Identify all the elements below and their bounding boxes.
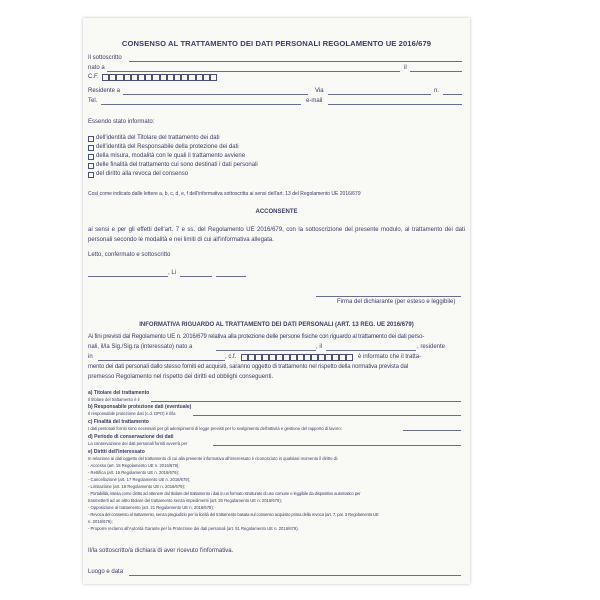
document-title: CONSENSO AL TRATTAMENTO DEI DATI PERSONALI REGOLAMENTO UE 2016/679: [121, 39, 432, 48]
checkbox-finalita[interactable]: [88, 163, 94, 169]
intro-line: , residente: [417, 344, 446, 350]
label-numero: n.: [434, 88, 440, 94]
rights-item: - Cancellazione (art. 17 Regolamento UE n. 2016/679);: [88, 477, 191, 482]
signature-caption: Firma del dichiarante (per esteso e leggibile): [337, 299, 456, 305]
intro-line: , c.f.: [225, 354, 237, 360]
email-field[interactable]: [328, 104, 462, 105]
rights-item: n. 2016/679);: [88, 519, 113, 524]
date-field[interactable]: [180, 276, 212, 277]
date-field-year[interactable]: [216, 276, 246, 277]
intro-line: in: [88, 354, 93, 360]
interessato-birthplace-field[interactable]: [216, 350, 316, 351]
signature-line[interactable]: [316, 296, 461, 297]
conservazione-field[interactable]: [213, 445, 461, 446]
document-page: [83, 18, 470, 584]
section-title: e) Diritti dell'interessato: [88, 449, 145, 455]
phone-field[interactable]: [101, 104, 301, 105]
rights-item: - Revoca del consenso al trattamento, senza pregiudizio per la liceità del trattamento basata sul consenso acquisito prima della revoca (art. 7, par. 3 Regolamento UE: [88, 512, 379, 517]
consent-heading: ACCONSENTE: [255, 209, 298, 215]
rights-item: - Limitazione (art. 18 Regolamento UE n. 2016/679);: [88, 484, 186, 489]
place-date-field[interactable]: [129, 575, 461, 576]
label-tel: Tel.: [88, 98, 98, 104]
birthdate-field[interactable]: [410, 71, 462, 72]
label-nato-a: nato a: [88, 65, 105, 71]
checklist-item: delle finalità del trattamento cui sono destinati i dati personali: [96, 162, 258, 168]
rights-item: - Accesso (art. 15 Regolamento UE n. 2016/679);: [88, 463, 180, 468]
checklist-item: della misura, modalità con le quali il trattamento avviene: [96, 153, 246, 159]
street-field[interactable]: [328, 94, 431, 95]
rights-item: - Rettifica (art. 16 Regolamento UE n. 2016/679);: [88, 470, 180, 475]
section-title: c) Finalità del trattamento: [88, 419, 149, 425]
label-cf: C.F.: [88, 74, 99, 80]
intro-line: premesso Regolamento nel rispetto dei diritti ed obblighi conseguenti.: [88, 374, 274, 380]
street-number-field[interactable]: [443, 94, 462, 95]
checkbox-responsabile[interactable]: [88, 145, 94, 151]
section-body: Il responsabile protezione dati (c.d. DPO) è il/la: [88, 411, 176, 416]
intro-line: è informato che il tratta-: [358, 354, 422, 360]
intro-line: Ai fini previsti dal Regolamento UE n. 2016/679 relativa alla protezione delle persone fisiche con riguardo al trattamento dei dati perso-: [88, 334, 425, 340]
section-title: d) Periodo di conservazione dei dati: [88, 434, 174, 440]
label-place-date: Luogo e data: [88, 569, 124, 575]
confirmed-text: Letto, confermato e sottoscritto: [88, 252, 171, 258]
informed-heading: Essendo stato informato:: [88, 119, 155, 125]
receipt-statement: Il/la sottoscritto/a dichiara di aver ricevuto l'informativa.: [88, 548, 234, 554]
checkbox-modalita[interactable]: [88, 154, 94, 160]
label-li: , Li: [168, 270, 177, 276]
rights-item: - Portabilità, intesa come diritto ad ottenere dal titolare del trattamento i dati in un formato strutturato di uso comune e leggibile da dispositivo automatico per: [88, 491, 361, 496]
checklist-item: dell'identità del Responsabile della protezione dei dati: [96, 144, 239, 150]
interessato-birthdate-field[interactable]: [326, 350, 416, 351]
label-via: Via: [315, 88, 324, 94]
label-residente: Residente a: [88, 88, 121, 94]
section-body: La conservazione dei dati personali forniti avverrà per: [88, 441, 188, 446]
finalita-field[interactable]: [403, 430, 461, 431]
intro-line: mento dei dati personali dallo stesso forniti ed acquisiti, saranno oggetto di trattamento nel rispetto della normativa prevista dal: [88, 364, 409, 370]
rights-item: - Opposizione al trattamento (art. 21 Regolamento UE n. 2016/679);: [88, 505, 214, 510]
checklist-item: dell'identità del Titolare del trattamento dei dati: [96, 135, 220, 141]
birthplace-field[interactable]: [107, 71, 400, 72]
consent-text: ai sensi e per gli effetti dell'art. 7 e ss. del Regolamento UE 2016/679, con la sottoscrizione del presente modulo, al trattamento dei dati personali secondo le modalità e nei limiti di cui all'informativa allegata.: [88, 227, 465, 243]
checklist-item: del diritto alla revoca del consenso: [96, 171, 189, 177]
rights-item: trasmetterli ad un altro titolare del trattamento senza impedimenti (art. 20 Regolamento UE n. 2016/679);: [88, 498, 282, 503]
label-sottoscritto: Il sottoscritto: [88, 55, 122, 61]
label-email: e-mail: [306, 98, 323, 104]
section-body: Il titolare del trattamento è il: [88, 397, 140, 402]
informativa-heading: INFORMATIVA RIGUARDO AL TRATTAMENTO DEI DATI PERSONALI (ART. 13 REG. UE 2016/679): [139, 322, 414, 328]
titolare-field[interactable]: [151, 401, 461, 402]
intro-line: nali, il/la Sig./Sig.ra (interessato) nato a: [88, 344, 193, 350]
section-title: a) Titolare del trattamento: [88, 390, 150, 396]
residence-field[interactable]: [123, 94, 308, 95]
checkbox-revoca[interactable]: [88, 172, 94, 178]
section-title: b) Responsabile protezione dati (eventuale): [88, 404, 192, 410]
informativa-reference: Così come indicato dalle lettere a, b, c, d, e, f dell'informativa sottoscritta ai sensi dell'art. 13 del Regolamento UE 2016/679: [88, 191, 361, 197]
intro-line: , il: [316, 344, 322, 350]
rights-item: - Proporre reclamo all'Autorità Garante per la Protezione dei dati personali (art. 51 Regolamento UE n. 2016/679).: [88, 526, 299, 531]
section-body: I dati personali forniti sono necessari per gli adempimenti di legge previsti per lo svolgimento dell'attività e gestione del rapporto di lavoro:: [88, 426, 342, 431]
sottoscritto-field[interactable]: [129, 61, 462, 62]
place-field[interactable]: [88, 276, 168, 277]
label-il: il: [404, 65, 407, 71]
section-body: In relazione ai dati oggetto del trattamento di cui alla presente informativa all'interessato è riconosciuto in qualsiasi momento il diritto di:: [88, 456, 339, 461]
checkbox-titolare[interactable]: [88, 136, 94, 142]
interessato-residence-field[interactable]: [98, 360, 225, 361]
dpo-field[interactable]: [193, 415, 461, 416]
